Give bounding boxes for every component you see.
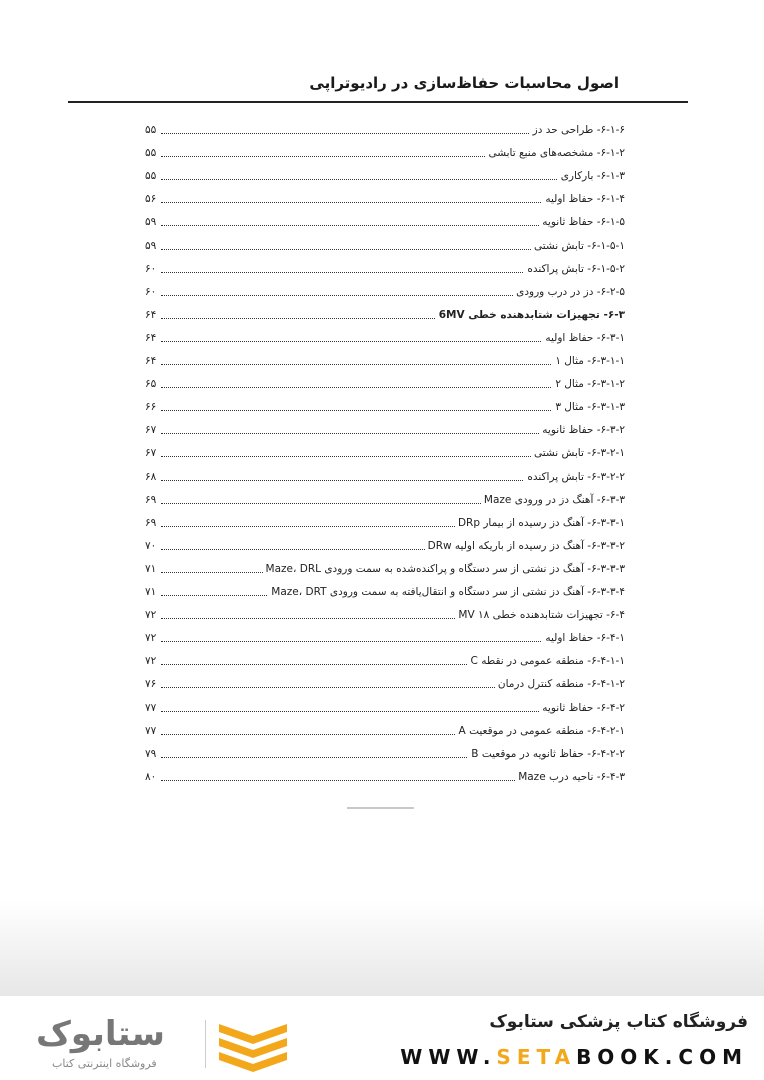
toc-entry[interactable] <box>145 605 625 625</box>
toc-entry-page: ۶۰ <box>145 262 157 275</box>
toc-entry-title: ۶-۴-۲-۱- منطقه عمومی در موقعیت A <box>456 721 625 741</box>
toc-entry-page: ۶۵ <box>145 378 157 391</box>
logo-tagline: فروشگاه اینترنتی کتاب <box>52 1057 157 1070</box>
toc-entry-title: ۶-۱-۵-۲- تابش پراکنده <box>524 259 625 279</box>
toc-entry-page: ۶۷ <box>145 447 157 460</box>
toc-entry-title: ۶-۳-۱-۳- مثال ۳ <box>552 397 625 417</box>
toc-entry-title: ۶-۴-۲-۲- حفاظ ثانویه در موقعیت B <box>468 744 625 764</box>
toc-entry-title: ۶-۴-۱-۱- منطقه عمومی در نقطه C <box>468 651 625 671</box>
toc-leader-dots <box>161 179 625 180</box>
toc-entry[interactable] <box>145 628 625 648</box>
toc-entry-page: ۷۰ <box>145 539 157 552</box>
toc-entry-title: ۶-۱-۶- طراحی حد دز <box>530 120 625 140</box>
toc-entry[interactable] <box>145 351 625 371</box>
toc-entry-page: ۶۴ <box>145 331 157 344</box>
toc-entry-page: ۷۲ <box>145 655 157 668</box>
toc-entry-title: ۶-۱-۵- حفاظ ثانویه <box>539 212 625 232</box>
toc-entry-page: ۵۵ <box>145 147 157 160</box>
toc-entry[interactable] <box>145 559 625 579</box>
toc-entry-title: ۶-۳-۳-۱- آهنگ دز رسیده از بیمار DRp <box>455 513 625 533</box>
toc-entry-page: ۷۷ <box>145 724 157 737</box>
toc-entry-title: ۶-۴-۲- حفاظ ثانویه <box>539 698 625 718</box>
toc-entry[interactable] <box>145 374 625 394</box>
toc-entry-page: ۶۴ <box>145 355 157 367</box>
toc-entry[interactable] <box>145 513 625 533</box>
toc-entry[interactable] <box>145 536 625 556</box>
toc-entry[interactable] <box>145 143 625 163</box>
toc-entry-title: ۶-۳-۱-۱- مثال ۱ <box>552 351 625 371</box>
website-url[interactable] <box>400 1045 748 1069</box>
end-divider <box>347 807 414 809</box>
toc-entry-title: ۶-۴- تجهیزات شتابدهنده خطی ۱۸ MV <box>455 605 625 625</box>
toc-entry-title: ۶-۳-۱-۲- مثال ۲ <box>552 374 625 394</box>
toc-entry-title: ۶-۳-۲- حفاظ ثانویه <box>539 420 625 440</box>
toc-entry[interactable] <box>145 282 625 302</box>
scan-shadow <box>0 900 764 1000</box>
toc-entry[interactable] <box>145 259 625 279</box>
toc-entry-page: ۵۹ <box>145 239 157 252</box>
header-divider <box>68 101 688 103</box>
toc-entry-title: ۶-۴-۱-۲- منطقه کنترل درمان <box>495 674 625 694</box>
toc-entry-page: ۷۶ <box>145 678 157 691</box>
toc-entry-page: ۵۹ <box>145 216 157 229</box>
toc-entry[interactable] <box>145 189 625 209</box>
toc-entry-page: ۵۵ <box>145 170 157 183</box>
book-logo-icon <box>215 1016 291 1074</box>
toc-entry-page: ۷۱ <box>145 562 157 575</box>
toc-entry-page: ۶۹ <box>145 493 157 506</box>
toc-entry-page: ۶۰ <box>145 285 157 298</box>
toc-entry-page: ۶۷ <box>145 424 157 437</box>
toc-entry-page: ۷۱ <box>145 586 157 598</box>
toc-entry[interactable] <box>145 582 625 602</box>
toc-entry-page: ۶۶ <box>145 401 157 414</box>
toc-entry[interactable] <box>145 397 625 417</box>
toc-entry-page: ۶۹ <box>145 516 157 529</box>
logo-wordmark: ستابوک <box>36 1014 165 1054</box>
toc-entry-page: ۵۵ <box>145 124 157 136</box>
toc-entry-title: ۶-۲-۵- دز در درب ورودی <box>513 282 625 302</box>
toc-entry-title: ۶-۴-۳- ناحیه درب Maze <box>515 767 625 787</box>
toc-entry-title: ۶-۳-۱- حفاظ اولیه <box>542 328 625 348</box>
toc-entry-title: ۶-۱-۵-۱- تابش نشتی <box>531 236 625 256</box>
toc-entry-title: ۶-۳-۳-۳- آهنگ دز نشتی از سر دستگاه و پراکنده‌شده به سمت ورودی Maze، DRL <box>263 559 625 579</box>
toc-entry[interactable] <box>145 305 625 325</box>
toc-entry[interactable] <box>145 236 625 256</box>
toc-entry[interactable] <box>145 674 625 694</box>
toc-entry[interactable] <box>145 467 625 487</box>
toc-entry-page: ۶۴ <box>145 308 157 321</box>
toc-entry[interactable] <box>145 328 625 348</box>
toc-entry-title: ۶-۳-۲-۲- تابش پراکنده <box>524 467 625 487</box>
toc-entry-title: ۶-۱-۳- بارکاری <box>558 166 625 186</box>
url-prefix: WWW. <box>400 1045 497 1069</box>
toc-entry-page: ۶۸ <box>145 470 157 483</box>
url-suffix: BOOK.COM <box>576 1045 748 1069</box>
toc-entry[interactable] <box>145 767 625 787</box>
toc-entry-page: ۷۲ <box>145 609 157 622</box>
toc-entry-title: ۶-۱-۲- مشخصه‌های منبع تابشی <box>486 143 625 163</box>
toc-entry[interactable] <box>145 443 625 463</box>
toc-entry-page: ۸۰ <box>145 770 157 783</box>
toc-entry-page: ۵۶ <box>145 193 157 206</box>
store-name: فروشگاه کتاب پزشکی ستابوک <box>489 1012 748 1032</box>
toc-entry-title: ۶-۳-۳-۴- آهنگ دز نشتی از سر دستگاه و انتقال‌یافته به سمت ورودی Maze، DRT <box>268 582 625 602</box>
toc-entry-page: ۷۹ <box>145 747 157 760</box>
toc-entry-title: ۶-۴-۱- حفاظ اولیه <box>542 628 625 648</box>
toc-entry-title: ۶-۳-۲-۱- تابش نشتی <box>531 443 625 463</box>
toc-entry[interactable] <box>145 651 625 671</box>
toc-entry[interactable] <box>145 698 625 718</box>
toc-entry[interactable] <box>145 490 625 510</box>
toc-entry-page: ۷۲ <box>145 632 157 645</box>
page-header-title: اصول محاسبات حفاظ‌سازی در رادیوتراپی <box>309 74 619 92</box>
logo-divider <box>205 1020 206 1068</box>
toc-entry[interactable] <box>145 166 625 186</box>
toc-entry-title: ۶-۱-۴- حفاظ اولیه <box>542 189 625 209</box>
toc-entry[interactable] <box>145 212 625 232</box>
toc-entry-title: ۶-۳-۳- آهنگ دز در ورودی Maze <box>481 490 625 510</box>
toc-entry[interactable] <box>145 744 625 764</box>
toc-entry[interactable] <box>145 120 625 140</box>
toc-entry-page: ۷۷ <box>145 701 157 714</box>
toc-entry-title: ۶-۳- تجهیزات شتابدهنده خطی 6MV <box>436 305 625 325</box>
toc-entry[interactable] <box>145 721 625 741</box>
toc-entry-title: ۶-۳-۳-۲- آهنگ دز رسیده از باریکه اولیه DRw <box>425 536 625 556</box>
url-accent: SETA <box>496 1045 577 1069</box>
toc-entry[interactable] <box>145 420 625 440</box>
